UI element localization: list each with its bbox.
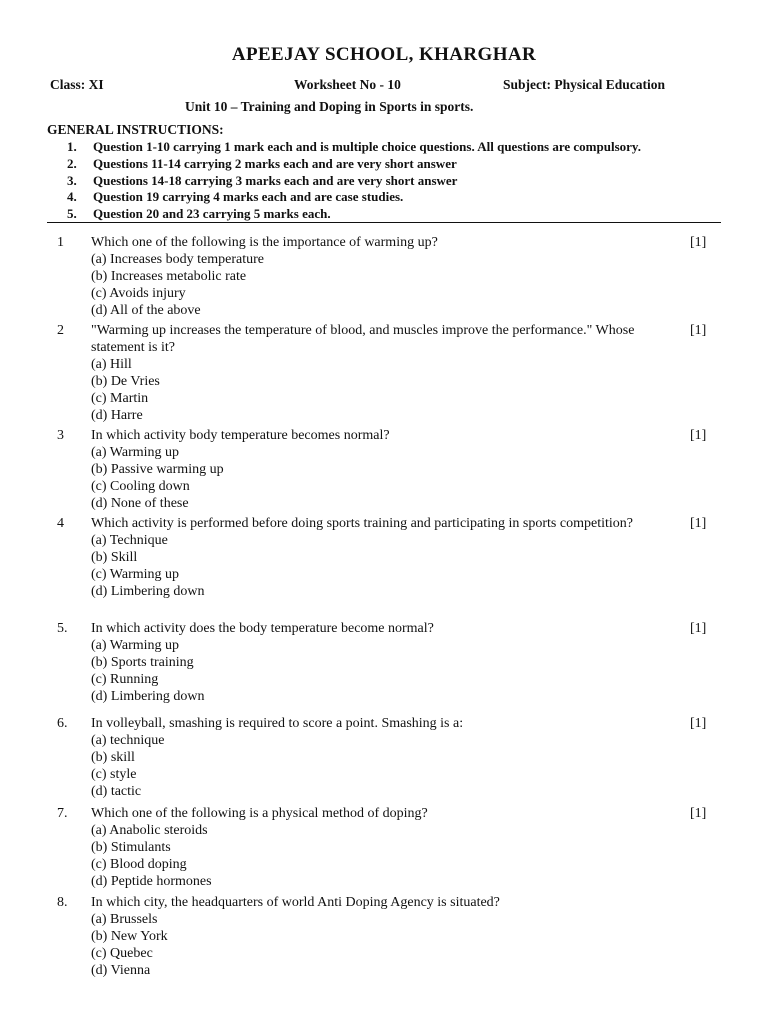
- question-number: 8.: [57, 895, 68, 910]
- question-marks: [1]: [690, 806, 707, 821]
- instruction-item: [67, 189, 641, 206]
- question-number: 6.: [57, 716, 68, 731]
- option-c: (c) style: [91, 767, 137, 782]
- class-label: Class: XI: [50, 77, 104, 92]
- option-c: (c) Quebec: [91, 946, 153, 961]
- header-divider: [47, 222, 721, 223]
- option-b: (b) Skill: [91, 550, 138, 565]
- question-body: [91, 427, 666, 512]
- question-text: In which activity body temperature becomes normal?: [91, 428, 390, 443]
- option-a: (a) technique: [91, 733, 165, 748]
- question-body: [91, 322, 666, 424]
- school-title: APEEJAY SCHOOL, KHARGHAR: [231, 44, 537, 65]
- instruction-number: 4.: [67, 189, 77, 205]
- option-c: (c) Cooling down: [91, 479, 190, 494]
- worksheet-label: Worksheet No - 10: [294, 77, 401, 92]
- question-number: 7.: [57, 806, 68, 821]
- question-body: [91, 805, 666, 890]
- instruction-number: 5.: [67, 206, 77, 222]
- question-marks: [1]: [690, 235, 707, 250]
- instruction-number: 3.: [67, 172, 77, 188]
- option-a: (a) Warming up: [91, 638, 180, 653]
- instruction-item: [67, 206, 641, 223]
- question-number: 1: [57, 235, 64, 250]
- option-d: (d) tactic: [91, 784, 142, 799]
- option-d: (d) Limbering down: [91, 584, 205, 599]
- option-c: (c) Martin: [91, 391, 149, 406]
- option-b: (b) Sports training: [91, 655, 194, 670]
- question-number: 5.: [57, 621, 68, 636]
- question-text: Which one of the following is the importance of warming up?: [91, 235, 438, 250]
- question-body: [91, 515, 666, 600]
- question-body: [91, 620, 666, 705]
- question-text: Which one of the following is a physical method of doping?: [91, 806, 428, 821]
- question-marks: [1]: [690, 621, 707, 636]
- subject-label: Subject: Physical Education: [503, 77, 666, 92]
- option-d: (d) Harre: [91, 408, 143, 423]
- instruction-text: Questions 11-14 carrying 2 marks each and are very short answer: [93, 155, 457, 171]
- question-marks: [1]: [690, 323, 707, 338]
- question-text: Which activity is performed before doing sports training and participating in sports competition?: [91, 516, 633, 531]
- instruction-item: [67, 139, 641, 156]
- option-a: (a) Warming up: [91, 445, 180, 460]
- option-c: (c) Avoids injury: [91, 286, 186, 301]
- option-b: (b) New York: [91, 929, 168, 944]
- question-body: [91, 894, 666, 979]
- question-number: 2: [57, 323, 64, 338]
- instruction-text: Question 19 carrying 4 marks each and are case studies.: [93, 189, 404, 205]
- question-text: In which activity does the body temperature become normal?: [91, 621, 434, 636]
- instructions-list: [67, 139, 641, 223]
- question-body: [91, 234, 666, 319]
- option-a: (a) Hill: [91, 357, 132, 372]
- option-d: (d) None of these: [91, 496, 189, 511]
- option-c: (c) Running: [91, 672, 159, 687]
- question-marks: [1]: [690, 428, 707, 443]
- option-b: (b) Passive warming up: [91, 462, 224, 477]
- option-b: (b) Increases metabolic rate: [91, 269, 247, 284]
- instruction-number: 1.: [67, 139, 77, 154]
- option-d: (d) Vienna: [91, 963, 151, 978]
- instruction-text: Questions 14-18 carrying 3 marks each and are very short answer: [93, 172, 458, 188]
- question-text: In volleyball, smashing is required to score a point. Smashing is a:: [91, 716, 464, 731]
- option-d: (d) Limbering down: [91, 689, 205, 704]
- instruction-text: Question 1-10 carrying 1 mark each and is multiple choice questions. All questions are compulsory.: [93, 139, 641, 154]
- question-text: "Warming up increases the temperature of blood, and muscles improve the performance." Whose statement is it?: [91, 323, 635, 355]
- option-b: (b) Stimulants: [91, 840, 171, 855]
- instruction-item: [67, 156, 641, 173]
- question-text: In which city, the headquarters of world Anti Doping Agency is situated?: [91, 895, 500, 910]
- instruction-item: [67, 173, 641, 190]
- instructions-heading: GENERAL INSTRUCTIONS:: [47, 122, 224, 137]
- option-d: (d) All of the above: [91, 303, 201, 318]
- option-a: (a) Increases body temperature: [91, 252, 264, 267]
- option-c: (c) Blood doping: [91, 857, 187, 872]
- option-b: (b) skill: [91, 750, 135, 765]
- question-marks: [1]: [690, 716, 707, 731]
- question-marks: [1]: [690, 516, 707, 531]
- option-d: (d) Peptide hormones: [91, 874, 212, 889]
- option-a: (a) Brussels: [91, 912, 158, 927]
- instruction-number: 2.: [67, 155, 77, 171]
- option-a: (a) Technique: [91, 533, 168, 548]
- unit-label: Unit 10 – Training and Doping in Sports in sports.: [185, 99, 474, 114]
- instruction-text: Question 20 and 23 carrying 5 marks each.: [93, 206, 331, 222]
- option-a: (a) Anabolic steroids: [91, 823, 208, 838]
- question-body: [91, 715, 666, 800]
- option-b: (b) De Vries: [91, 374, 160, 389]
- question-number: 4: [57, 516, 64, 531]
- question-number: 3: [57, 428, 64, 443]
- option-c: (c) Warming up: [91, 567, 180, 582]
